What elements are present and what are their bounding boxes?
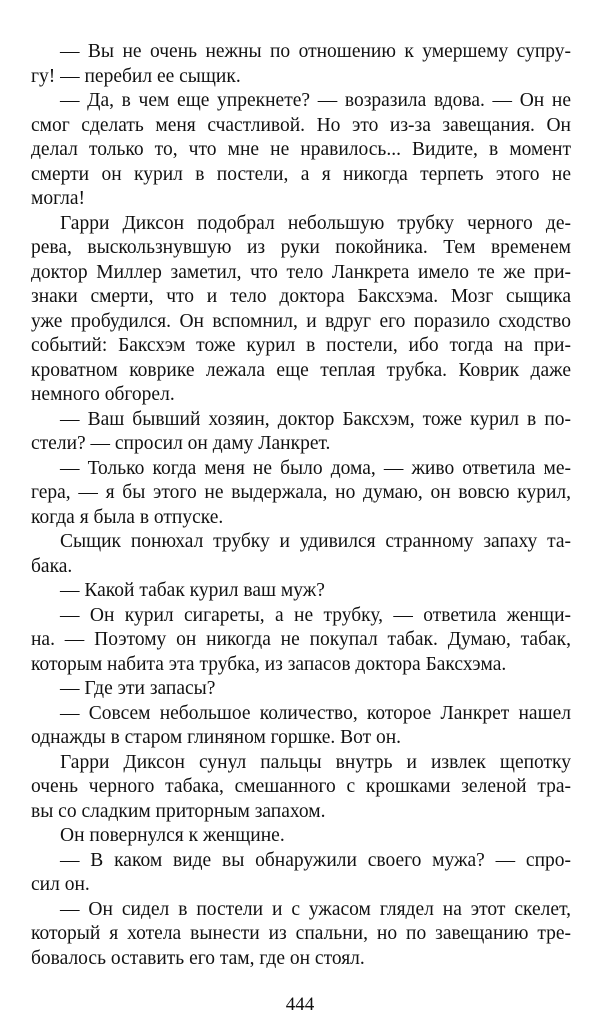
text-line: немного обгорел. — [31, 384, 175, 405]
text-line: очень черного табака, смешанного с крошками зеленой тра- — [31, 776, 571, 797]
text-line: знаки смерти, что и тело доктора Баксхэма. Мозг сыщика — [31, 286, 571, 307]
text-line: стели? — спросил он даму Ланкрет. — [31, 433, 331, 454]
text-line: бака. — [31, 555, 73, 577]
page-number: 444 — [285, 994, 315, 1015]
text-line: — Совсем небольшое количество, которое Ланкрет нашел — [60, 702, 571, 724]
text-line: бовалось оставить его там, где он стоял. — [31, 947, 365, 969]
text-line: гера, — я бы этого не выдержала, но думаю, он вовсю курил, — [31, 482, 571, 503]
text-line: Сыщик понюхал трубку и удивился странному запаху та- — [60, 531, 571, 552]
text-line: — Какой табак курил ваш муж? — [60, 580, 325, 601]
text-line: могла! — [31, 188, 85, 209]
text-line: смерти он курил в постели, а я никогда терпеть этого не — [31, 163, 571, 185]
text-line: на. — Поэтому он никогда не покупал табак. Думаю, табак, — [31, 629, 571, 650]
text-line: смог сделать меня счастливой. Но это из-за завещания. Он — [31, 114, 571, 136]
book-page-text — [31, 40, 571, 971]
text-line: — Да, в чем еще упрекнете? — возразила вдова. — Он не — [60, 90, 571, 111]
text-line: кроватном коврике лежала еще теплая трубка. Коврик даже — [31, 359, 571, 381]
text-line: делал только то, что мне не нравилось... Видите, в момент — [31, 139, 571, 160]
text-line: который я хотела вынести из спальни, но по завещанию тре- — [31, 923, 571, 944]
text-line: — Где эти запасы? — [60, 678, 216, 699]
text-line: доктор Миллер заметил, что тело Ланкрета имело те же при- — [31, 261, 571, 283]
text-line: которым набита эта трубка, из запасов доктора Баксхэма. — [31, 653, 507, 675]
text-line: Он повернулся к женщине. — [60, 825, 285, 846]
text-line: Гарри Диксон подобрал небольшую трубку черного де- — [60, 212, 571, 234]
text-line: — Ваш бывший хозяин, доктор Баксхэм, тоже курил в по- — [60, 408, 571, 430]
text-line: уже пробудился. Он вспомнил, и вдруг его поразило сходство — [31, 310, 571, 332]
text-line: — В каком виде вы обнаружили своего мужа? — спро- — [60, 849, 571, 871]
text-line: событий: Баксхэм тоже курил в постели, ибо тогда на при- — [31, 335, 571, 356]
text-line: вы со сладким приторным запахом. — [31, 800, 326, 822]
text-line: — Он сидел в постели и с ужасом глядел на этот скелет, — [60, 898, 571, 920]
text-line: — Он курил сигареты, а не трубку, — ответила женщи- — [60, 604, 571, 626]
text-line: гу! — перебил ее сыщик. — [31, 65, 241, 87]
text-line: рева, выскользнувшую из руки покойника. Тем временем — [31, 237, 571, 258]
text-line: однажды в старом глиняном горшке. Вот он. — [31, 727, 402, 748]
text-line: — Только когда меня не было дома, — живо ответила ме- — [60, 457, 571, 479]
text-line: сил он. — [31, 874, 90, 895]
text-line: Гарри Диксон сунул пальцы внутрь и извлек щепотку — [60, 751, 571, 773]
text-line: когда я была в отпуске. — [31, 506, 224, 528]
text-line: — Вы не очень нежны по отношению к умершему супру- — [60, 41, 571, 62]
